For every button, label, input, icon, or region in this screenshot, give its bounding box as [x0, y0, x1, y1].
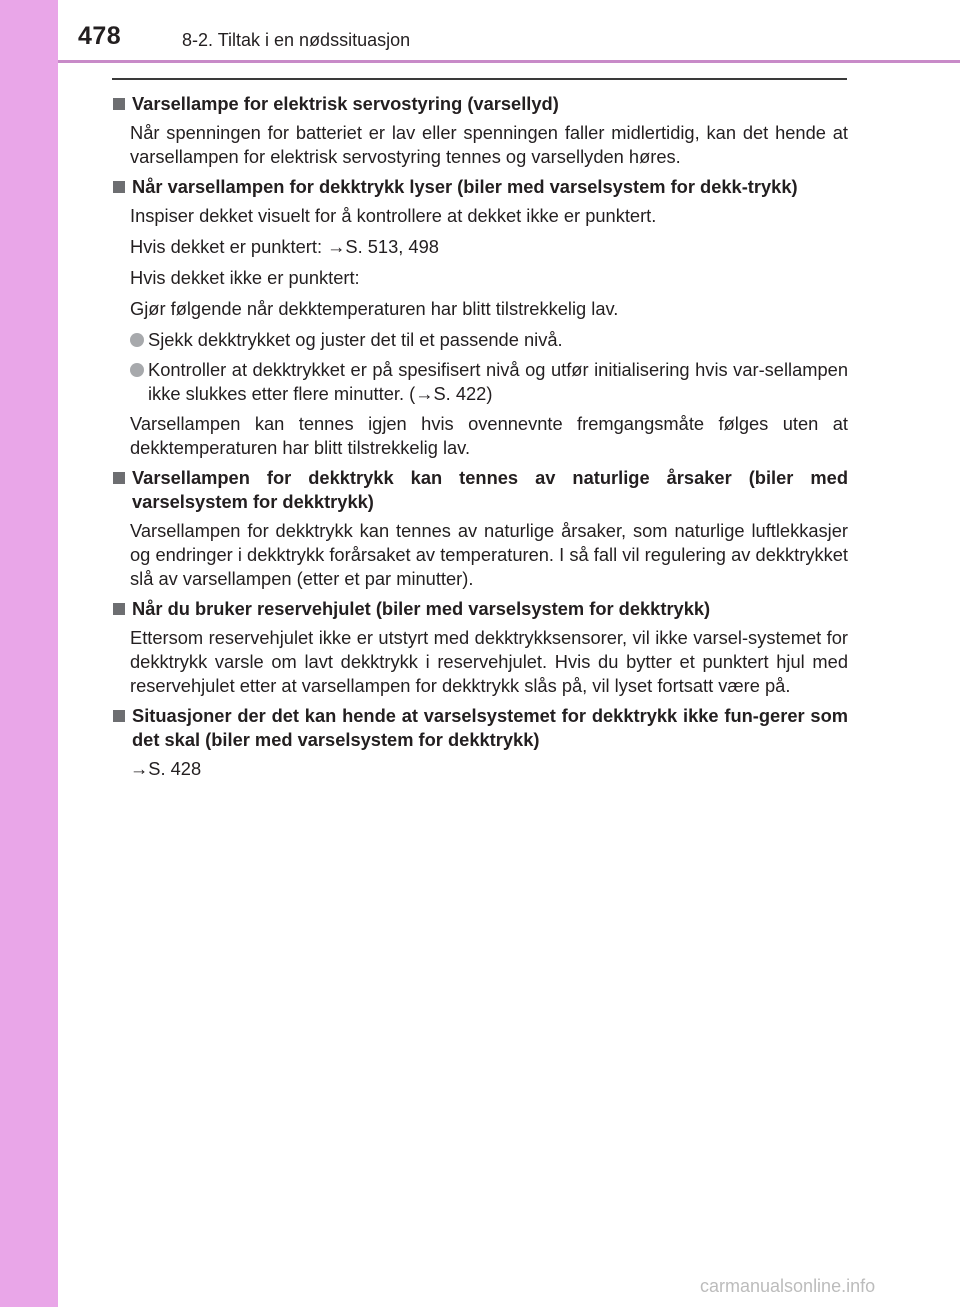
paragraph: Gjør følgende når dekktemperaturen har blitt tilstrekkelig lav.	[130, 298, 619, 319]
section-title: 8-2. Tiltak i en nødssituasjon	[182, 30, 411, 50]
square-marker-icon	[113, 710, 125, 722]
section-heading: Varsellampe for elektrisk servostyring (varsellyd)	[111, 92, 848, 116]
square-marker-icon	[113, 181, 125, 193]
bullet-dot-icon	[130, 363, 144, 377]
section-heading: Når varsellampen for dekktrykk lyser (biler med varselsystem for dekk-trykk)	[111, 175, 848, 199]
paragraph-page-reference: Hvis dekket er punktert: →S. 513, 498	[130, 236, 439, 257]
paragraph: Hvis dekket ikke er punktert:	[130, 267, 360, 288]
paragraph: Varsellampen for dekktrykk kan tennes av naturlige årsaker, som naturlige luftlekkasjer og endringer i dekktrykk forårsaket av temperaturen. I så fall vil regulering av dekktrykket slå av varsellampen (etter et par minutter).	[130, 520, 848, 589]
paragraph: Ettersom reservehjulet ikke er utstyrt med dekktrykksensorer, vil ikke varsel-systemet for dekktrykk varsle om lavt dekktrykk i reservehjulet. Hvis du bytter et punktert hjul med reservehjulet etter at varsellampen for dekktrykk slås på, vil lyset fortsatt være på.	[130, 627, 848, 696]
square-marker-icon	[113, 472, 125, 484]
paragraph: Inspiser dekket visuelt for å kontrollere at dekket ikke er punktert.	[130, 205, 657, 226]
paragraph: Varsellampen kan tennes igjen hvis ovennevnte fremgangsmåte følges uten at dekktemperaturen har blitt tilstrekkelig lav.	[130, 413, 848, 458]
header-rule	[58, 60, 960, 63]
section-power-steering	[111, 92, 848, 169]
section-system-malfunction	[111, 704, 848, 781]
page-number: 478	[78, 22, 122, 50]
square-marker-icon	[113, 603, 125, 615]
accent-side-band	[0, 0, 58, 1307]
bullet-dot-icon	[130, 333, 144, 347]
section-heading: Når du bruker reservehjulet (biler med varselsystem for dekktrykk)	[111, 597, 848, 621]
section-tire-pressure-light	[111, 175, 848, 460]
square-marker-icon	[113, 98, 125, 110]
section-heading: Varsellampen for dekktrykk kan tennes av naturlige årsaker (biler med varselsystem for dekktrykk)	[111, 466, 848, 514]
section-natural-causes	[111, 466, 848, 591]
list-item: Sjekk dekktrykket og juster det til et passende nivå.	[130, 328, 848, 352]
section-spare-wheel	[111, 597, 848, 698]
list-item: Kontroller at dekktrykket er på spesifisert nivå og utfør initialisering hvis var-sellampen ikke slukkes etter flere minutter. (→S. 422)	[130, 358, 848, 406]
watermark: carmanualsonline.info	[700, 1276, 876, 1296]
content-top-rule	[112, 78, 847, 80]
paragraph: Når spenningen for batteriet er lav eller spenningen faller midlertidig, kan det hende at varsellampen for elektrisk servostyring tennes og varsellyden høres.	[130, 122, 848, 167]
paragraph-page-reference: →S. 428	[130, 758, 202, 779]
section-heading: Situasjoner der det kan hende at varselsystemet for dekktrykk ikke fun-gerer som det skal (biler med varselsystem for dekktrykk)	[111, 704, 848, 752]
page-content	[111, 92, 848, 787]
